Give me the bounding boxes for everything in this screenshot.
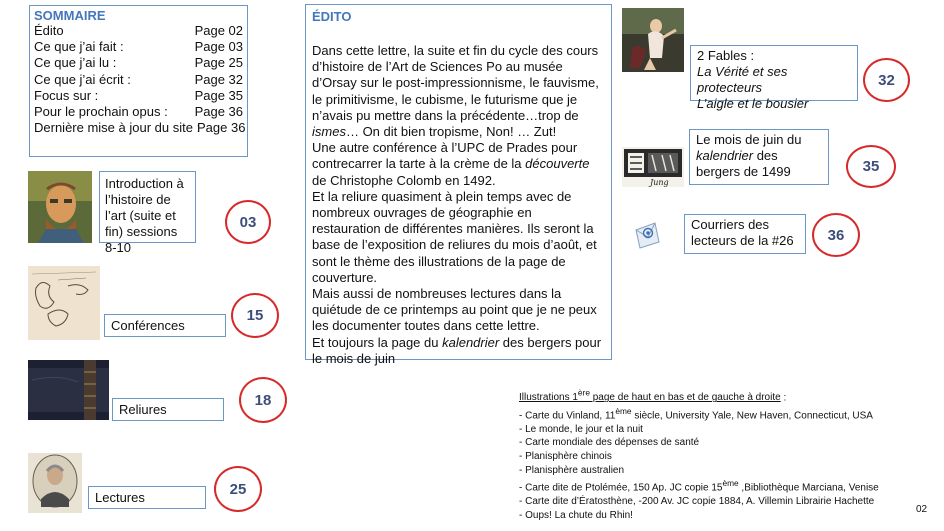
sommaire-item[interactable]	[34, 88, 243, 104]
edito-box	[305, 4, 612, 366]
sommaire-item-label: Dernière mise à jour du site :	[34, 120, 201, 136]
page-35-badge[interactable]: 35	[846, 145, 896, 188]
courriers-label-box[interactable]	[684, 214, 806, 254]
edito-paragraph-4: Mais aussi de nombreuses lectures dans la quiétude de ce printemps au point que je ne peux les documenter toutes dans cette lettre.	[312, 286, 597, 334]
credit-item: - Carte mondiale des dépenses de santé	[519, 437, 700, 449]
reliures-label-box[interactable]	[112, 398, 224, 421]
sommaire-item-page: Page 35	[194, 87, 243, 103]
page-03-badge[interactable]: 03	[225, 200, 271, 244]
edito-paragraph-1: Dans cette lettre, la suite et fin du cycle des cours d’histoire de l’Art de Sciences Po au musée d’Orsay sur le post-impressionnisme, le fauvisme, le primitivisme, le cubisme, le futurisme que je n’avais pu mettre dans la précédente…trop de ismes… On dit bien tropisme, Non! … Zut!	[312, 43, 599, 140]
art-history-label-box[interactable]	[99, 171, 196, 255]
kalendrier-label-em: kalendrier	[696, 148, 754, 163]
kalendrier-woodcut-thumbnail[interactable]	[622, 147, 684, 187]
fable-painting-thumbnail[interactable]	[622, 8, 684, 72]
edito-body	[312, 43, 603, 367]
sommaire-item-page: Page 32	[194, 71, 243, 87]
credit-item: - Le monde, le jour et la nuit	[519, 423, 643, 435]
map-sketch-icon	[28, 266, 100, 340]
conferences-label-box[interactable]	[104, 314, 226, 337]
sommaire-item[interactable]	[34, 23, 243, 39]
matisse-portrait-icon	[28, 171, 92, 243]
kalendrier-image-caption: Jung	[650, 178, 669, 187]
credits-list	[519, 405, 909, 522]
sommaire-item-label: Ce que j’ai lu :	[34, 55, 117, 71]
fables-line-1: 2 Fables :	[697, 48, 755, 63]
page-25-badge[interactable]: 25	[214, 466, 262, 512]
credit-item: - Planisphère australien	[519, 464, 625, 476]
book-spine-icon	[28, 360, 109, 420]
engraved-portrait-thumbnail[interactable]	[28, 453, 82, 513]
credit-item: - Oups! La chute du Rhin!	[519, 509, 633, 521]
sommaire-item-page: Page 25	[194, 55, 243, 71]
edito-paragraph-2: Une autre conférence à l’UPC de Prades pour contrecarrer la tarte à la crème de la découverte de Christophe Colomb en 1492.	[312, 140, 590, 188]
edito-paragraph-3: Et la reliure quasiment à plein temps avec de nombreux ouvrages de géographie en restauration de différentes manières. Ils seront la base de l’exposition de reliures du mois d’août, et sont le thème des illustrations de la page de couverture.	[312, 188, 597, 285]
sommaire-item-label: Pour le prochain opus :	[34, 104, 168, 120]
lectures-label: Lectures	[95, 490, 145, 505]
sommaire-item[interactable]	[34, 72, 243, 88]
book-spine-thumbnail[interactable]	[28, 360, 109, 420]
page-15-badge[interactable]: 15	[231, 293, 279, 338]
sommaire-item-page: Page 02	[194, 23, 243, 38]
credit-item: - Carte du Vinland, 11ème siècle, University Yale, New Haven, Connecticut, USA	[519, 405, 873, 422]
illustration-credits	[519, 387, 909, 522]
sommaire-item-page: Page 36	[197, 120, 246, 136]
sommaire-item-label: Édito	[34, 23, 64, 38]
edito-title: ÉDITO	[312, 9, 352, 24]
fable-painting-icon	[622, 8, 684, 72]
art-history-label: Introduction à l’histoire de l’art (suite et fin) sessions 8-10	[105, 176, 184, 255]
sommaire-box	[29, 5, 248, 157]
credits-heading: Illustrations 1ère page de haut en bas et de gauche à droite :	[519, 388, 787, 404]
sommaire-title: SOMMAIRE	[34, 8, 106, 23]
sommaire-item[interactable]	[34, 120, 246, 136]
sommaire-item-page: Page 36	[194, 104, 243, 120]
credit-item: - Carte dite de Ptolémée, 150 Ap. JC copie 15ème ,Bibliothèque Marciana, Venise	[519, 478, 879, 494]
kalendrier-label-a: Le mois de juin du	[696, 132, 802, 147]
sommaire-list	[34, 23, 246, 136]
matisse-portrait-thumbnail[interactable]	[28, 171, 92, 243]
kalendrier-label-box[interactable]	[689, 129, 829, 185]
sommaire-item[interactable]	[34, 39, 243, 55]
kalendrier-label-b: des bergers de 1499	[696, 148, 791, 179]
credit-item: - Carte dite d’Ératosthène, -200 Av. JC copie 1884, A. Villemin Librairie Hachette	[519, 496, 875, 508]
fables-label-box[interactable]	[690, 45, 858, 111]
sommaire-item-label: Focus sur :	[34, 87, 99, 103]
sommaire-item[interactable]	[34, 104, 243, 120]
sommaire-item[interactable]	[34, 55, 243, 71]
kalendrier-woodcut-icon	[622, 147, 684, 187]
lectures-label-box[interactable]	[88, 486, 206, 509]
page-number: 02	[916, 504, 928, 515]
sommaire-item-label: Ce que j’ai fait :	[34, 39, 124, 55]
map-sketch-thumbnail[interactable]	[28, 266, 100, 340]
conferences-label-text: Conférences	[111, 318, 185, 333]
engraved-portrait-icon	[28, 453, 82, 513]
page-36-badge[interactable]: 36	[812, 213, 860, 257]
sommaire-item-page: Page 03	[194, 39, 243, 55]
edito-paragraph-5: Et toujours la page du kalendrier des bergers pour le mois de juin	[312, 334, 602, 366]
reliures-label: Reliures	[119, 402, 167, 417]
page-18-badge[interactable]: 18	[239, 377, 287, 423]
fables-line-2: La Vérité et ses protecteurs	[697, 64, 788, 95]
page-32-badge[interactable]: 32	[863, 58, 910, 102]
sommaire-item-label: Ce que j’ai écrit :	[34, 71, 131, 87]
courriers-label: Courriers des lecteurs de la #26	[691, 217, 794, 248]
credit-item: - Planisphère chinois	[519, 451, 612, 463]
fables-line-3: L’aigle et le bousier	[697, 96, 809, 111]
email-envelope-icon[interactable]	[633, 220, 661, 250]
